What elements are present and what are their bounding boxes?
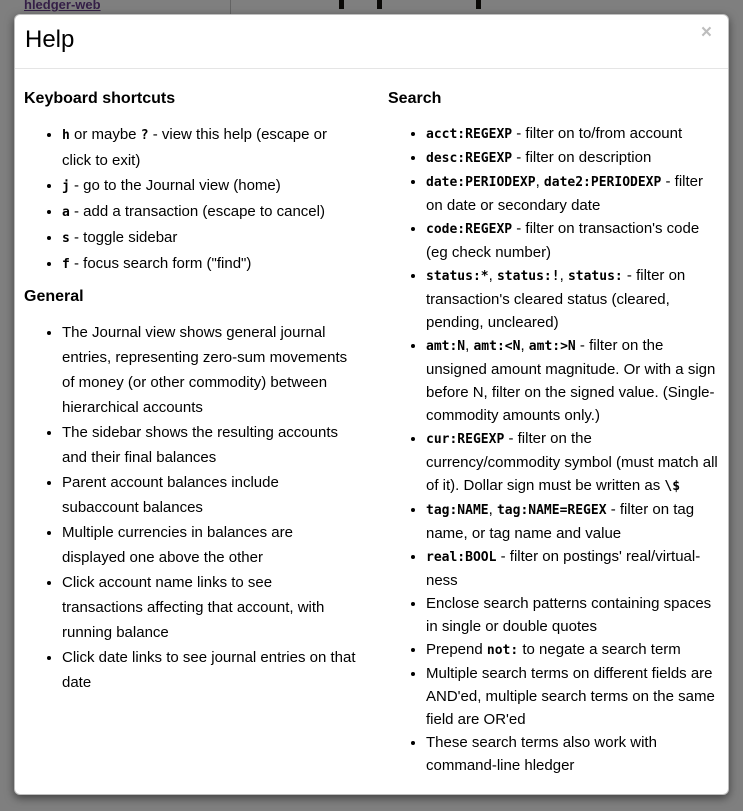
- list-item: • date:PERIODEXP, date2:PERIODEXP - filter on date or secondary date: [426, 170, 719, 217]
- code-term: j: [62, 179, 70, 194]
- code-term: h: [62, 128, 70, 143]
- list-item: • s - toggle sidebar: [62, 225, 356, 251]
- code-term: desc:REGEXP: [426, 151, 513, 166]
- list-item: • The Journal view shows general journal entries, representing zero-sum movements of money (or other commodity) between hierarchical accounts: [62, 320, 356, 420]
- section-heading: Search: [388, 90, 442, 107]
- help-column-left: [24, 89, 368, 787]
- list-item: • Prepend not: to negate a search term: [426, 638, 719, 662]
- list-item: • h or maybe ? - view this help (escape or click to exit): [62, 122, 356, 173]
- list-item: • The sidebar shows the resulting accounts and their final balances: [62, 420, 356, 470]
- code-term: tag:NAME: [426, 503, 489, 518]
- code-term: cur:REGEXP: [426, 432, 505, 447]
- modal-body: [15, 69, 728, 787]
- list-item: • f - focus search form ("find"): [62, 251, 356, 277]
- code-term: tag:NAME=REGEX: [496, 503, 607, 518]
- code-term: ?: [140, 128, 149, 143]
- code-term: acct:REGEXP: [426, 127, 513, 142]
- code-term: code:REGEXP: [426, 222, 513, 237]
- list-item: • status:*, status:!, status: - filter on transaction's cleared status (cleared, pending, uncleared): [426, 264, 719, 334]
- list-item: • Click date links to see journal entries on that date: [62, 645, 356, 695]
- help-list: [24, 320, 356, 695]
- help-column-right: [368, 89, 719, 787]
- code-term: date2:PERIODEXP: [543, 175, 662, 190]
- list-item: • desc:REGEXP - filter on description: [426, 146, 719, 170]
- list-item: • a - add a transaction (escape to cancel): [62, 199, 356, 225]
- code-term: \$: [664, 479, 681, 494]
- code-term: amt:N: [426, 339, 466, 354]
- code-term: amt:<N: [473, 339, 521, 354]
- list-item: • code:REGEXP - filter on transaction's code (eg check number): [426, 217, 719, 264]
- list-item: • Enclose search patterns containing spaces in single or double quotes: [426, 592, 719, 638]
- list-item: • j - go to the Journal view (home): [62, 173, 356, 199]
- list-item: • These search terms also work with command-line hledger: [426, 731, 719, 777]
- help-list: [388, 122, 719, 777]
- code-term: not:: [486, 643, 519, 658]
- list-item: • tag:NAME, tag:NAME=REGEX - filter on tag name, or tag name and value: [426, 498, 719, 545]
- code-term: status:!: [496, 269, 560, 284]
- list-item: • Multiple search terms on different fields are AND'ed, multiple search terms on the same field are OR'ed: [426, 662, 719, 731]
- section-heading: General: [24, 288, 84, 305]
- list-item: • cur:REGEXP - filter on the currency/commodity symbol (must match all of it). Dollar sign must be written as \$: [426, 427, 719, 498]
- code-term: date:PERIODEXP: [426, 175, 536, 190]
- list-item: • Parent account balances include subaccount balances: [62, 470, 356, 520]
- code-term: amt:>N: [528, 339, 576, 354]
- code-term: a: [62, 205, 70, 220]
- list-item: • amt:N, amt:<N, amt:>N - filter on the unsigned amount magnitude. Or with a sign before N, filter on the signed value. (Single-commodity amounts only.): [426, 334, 719, 427]
- modal-header: [15, 15, 728, 69]
- code-term: status:: [567, 269, 623, 284]
- code-term: f: [62, 257, 70, 272]
- modal-title: Help: [25, 26, 75, 53]
- close-icon[interactable]: ×: [700, 22, 712, 43]
- list-item: • acct:REGEXP - filter on to/from account: [426, 122, 719, 146]
- code-term: s: [62, 231, 70, 246]
- help-list: [24, 122, 356, 277]
- section-heading: Keyboard shortcuts: [24, 90, 176, 107]
- code-term: status:*: [426, 269, 489, 284]
- list-item: • real:BOOL - filter on postings' real/virtual-ness: [426, 545, 719, 592]
- list-item: • Multiple currencies in balances are displayed one above the other: [62, 520, 356, 570]
- list-item: • Click account name links to see transactions affecting that account, with running balance: [62, 570, 356, 645]
- code-term: real:BOOL: [426, 550, 497, 565]
- help-modal: [14, 14, 729, 795]
